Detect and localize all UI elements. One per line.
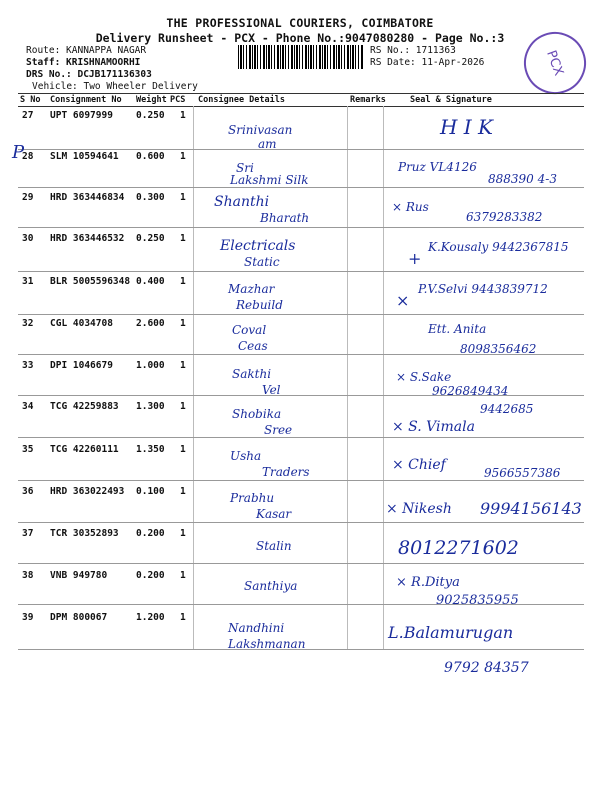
- row-pcs: 1: [180, 570, 186, 581]
- signature: × Nikesh: [386, 501, 452, 517]
- row-sno: 39: [22, 612, 34, 623]
- consignee-name-line2: Traders: [262, 465, 310, 479]
- rs-date: RS Date: 11-Apr-2026: [370, 57, 485, 68]
- consignee-name-line2: Static: [244, 255, 280, 269]
- signature: H I K: [440, 115, 493, 139]
- row-weight: 0.250: [136, 110, 165, 121]
- signature: K.Kousaly 9442367815: [428, 240, 569, 254]
- consignee-name: Shobika: [232, 407, 282, 421]
- signature-mark: +: [408, 249, 422, 268]
- header-rule-top: [18, 93, 584, 94]
- row-consignment: DPM 800067: [50, 612, 108, 623]
- row-consignment: HRD 363446834: [50, 192, 125, 203]
- signature: × S. Vimala: [392, 419, 475, 435]
- signature-phone: 9566557386: [484, 466, 561, 480]
- consignee-name: Stalin: [256, 539, 292, 553]
- row-divider: [18, 522, 584, 523]
- row-weight: 1.000: [136, 360, 165, 371]
- runsheet-subtitle: Delivery Runsheet - PCX - Phone No.:9047080280 - Page No.:3: [95, 31, 505, 45]
- row-sno: 28: [22, 151, 34, 162]
- row-divider: [18, 563, 584, 564]
- row-sno: 27: [22, 110, 34, 121]
- row-weight: 0.200: [136, 528, 165, 539]
- row-consignment: HRD 363446532: [50, 233, 125, 244]
- col-remarks: Remarks: [350, 95, 386, 105]
- row-divider: [18, 227, 584, 228]
- signature: × Rus: [392, 200, 429, 214]
- row-weight: 0.400: [136, 276, 165, 287]
- consignee-name: Coval: [232, 323, 267, 337]
- signature: P.V.Selvi 9443839712: [418, 282, 548, 296]
- signature-phone: 9442685: [480, 402, 534, 416]
- consignee-name-line2: Vel: [262, 383, 281, 397]
- consignee-name: Shanthi: [214, 194, 270, 210]
- consignee-name: Srinivasan: [228, 123, 293, 137]
- row-sno: 35: [22, 444, 34, 455]
- col-pcs: PCS: [170, 95, 186, 105]
- row-divider: [18, 149, 584, 150]
- drs-label: DRS No.: DCJB171136303: [26, 69, 152, 80]
- row-pcs: 1: [180, 612, 186, 623]
- consignee-name: Mazhar: [228, 282, 275, 296]
- signature-phone: 888390 4-3: [488, 172, 557, 186]
- row-consignment: TCG 42260111: [50, 444, 119, 455]
- row-consignment: TCR 30352893: [50, 528, 119, 539]
- consignee-name: Prabhu: [230, 491, 275, 505]
- row-consignment: UPT 6097999: [50, 110, 113, 121]
- row-divider: [18, 314, 584, 315]
- signature-mark: ×: [396, 291, 410, 310]
- consignee-name-line2: Sree: [264, 423, 293, 437]
- consignee-name: Nandhini: [228, 621, 285, 635]
- row-sno: 32: [22, 318, 34, 329]
- row-weight: 0.300: [136, 192, 165, 203]
- row-consignment: DPI 1046679: [50, 360, 113, 371]
- col-weight: Weight: [136, 95, 167, 105]
- signature-phone: 8012271602: [398, 537, 519, 559]
- row-pcs: 1: [180, 151, 186, 162]
- vehicle-label: Vehicle: Two Wheeler Delivery: [32, 81, 198, 92]
- row-weight: 0.250: [136, 233, 165, 244]
- row-consignment: BLR 5005596348: [50, 276, 131, 287]
- header-rule-bottom: [18, 106, 584, 107]
- signature-phone: 9626849434: [432, 384, 509, 398]
- row-sno: 37: [22, 528, 34, 539]
- row-consignment: HRD 363022493: [50, 486, 125, 497]
- col-sno: S No: [20, 95, 41, 105]
- row-sno: 31: [22, 276, 34, 287]
- row-divider: [18, 271, 584, 272]
- signature: L.Balamurugan: [388, 623, 514, 642]
- row-divider: [18, 480, 584, 481]
- row-pcs: 1: [180, 318, 186, 329]
- signature: × Chief: [392, 457, 446, 473]
- row-weight: 1.200: [136, 612, 165, 623]
- row-sno: 29: [22, 192, 34, 203]
- row-pcs: 1: [180, 528, 186, 539]
- rs-number: RS No.: 1711363: [370, 45, 456, 56]
- signature-phone: 9994156143: [480, 499, 582, 518]
- col-consignee: Consignee Details: [198, 95, 285, 105]
- staff-label: Staff: KRISHNAMOORHI: [26, 57, 141, 68]
- consignee-name-line2: Rebuild: [236, 298, 283, 312]
- row-weight: 1.350: [136, 444, 165, 455]
- consignee-name-line2: am: [258, 137, 277, 151]
- row-sno: 36: [22, 486, 34, 497]
- tick-mark: P: [12, 142, 25, 163]
- row-pcs: 1: [180, 233, 186, 244]
- barcode-image: [238, 45, 364, 69]
- row-sno: 33: [22, 360, 34, 371]
- row-pcs: 1: [180, 486, 186, 497]
- signature-phone: 9025835955: [436, 593, 519, 608]
- consignee-name-line2: Ceas: [238, 339, 268, 353]
- row-sno: 30: [22, 233, 34, 244]
- pcx-stamp: PCX: [515, 23, 594, 102]
- consignee-name: Electricals: [220, 238, 296, 254]
- row-sno: 34: [22, 401, 34, 412]
- row-pcs: 1: [180, 110, 186, 121]
- row-pcs: 1: [180, 276, 186, 287]
- signature-phone: 6379283382: [466, 210, 543, 224]
- signature-phone: 9792 84357: [444, 660, 529, 676]
- row-pcs: 1: [180, 444, 186, 455]
- consignee-name-line2: Lakshmi Silk: [230, 173, 309, 187]
- col-seal: Seal & Signature: [410, 95, 492, 105]
- row-weight: 2.600: [136, 318, 165, 329]
- row-consignment: CGL 4034708: [50, 318, 113, 329]
- consignee-name: Sakthi: [232, 367, 272, 381]
- signature-phone: 8098356462: [460, 342, 537, 356]
- row-sno: 38: [22, 570, 34, 581]
- row-weight: 0.200: [136, 570, 165, 581]
- route-label: Route: KANNAPPA NAGAR: [26, 45, 147, 56]
- consignee-name-line2: Lakshmanan: [228, 637, 306, 651]
- col-consignment: Consignment No: [50, 95, 122, 105]
- signature: Pruz VL4126: [398, 160, 477, 174]
- row-weight: 0.600: [136, 151, 165, 162]
- signature: × S.Sake: [396, 370, 452, 384]
- row-weight: 0.100: [136, 486, 165, 497]
- consignee-name: Santhiya: [244, 579, 298, 593]
- row-consignment: SLM 10594641: [50, 151, 119, 162]
- consignee-name: Sri: [236, 161, 254, 175]
- row-pcs: 1: [180, 401, 186, 412]
- company-title: THE PROFESSIONAL COURIERS, COIMBATORE: [166, 16, 434, 30]
- row-pcs: 1: [180, 192, 186, 203]
- row-consignment: VNB 949780: [50, 570, 108, 581]
- consignee-name: Usha: [230, 449, 262, 463]
- row-consignment: TCG 42259883: [50, 401, 119, 412]
- consignee-name-line2: Bharath: [260, 211, 310, 225]
- consignee-name-line2: Kasar: [256, 507, 292, 521]
- signature: × R.Ditya: [396, 575, 460, 590]
- signature: Ett. Anita: [428, 322, 487, 336]
- row-divider: [18, 437, 584, 438]
- row-pcs: 1: [180, 360, 186, 371]
- row-weight: 1.300: [136, 401, 165, 412]
